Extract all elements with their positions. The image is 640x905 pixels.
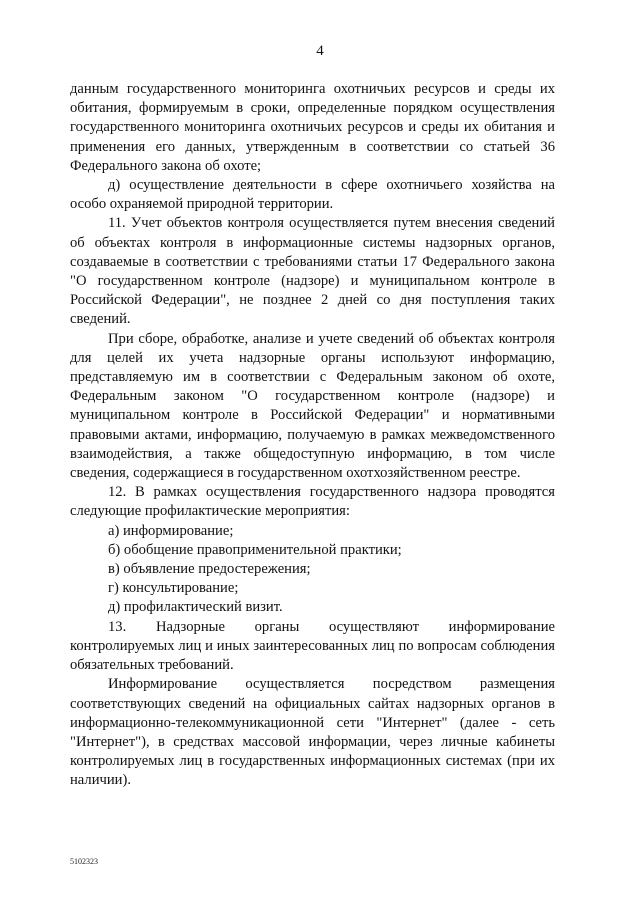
document-body — [70, 80, 555, 791]
paragraph: 11. Учет объектов контроля осуществляется путем внесения сведений об объектах контроля в информационные системы надзорных органов, создаваемые в соответствии с требованиями статьи 17 Федерального закона "О государственном контроле (надзоре) и муниципальном контроле в Российской Федерации", не позднее 2 дней со дня поступления таких сведений. — [70, 215, 555, 328]
list-item: а) информирование; — [108, 522, 234, 539]
document-code: 5102323 — [70, 857, 98, 866]
paragraph: 12. В рамках осуществления государственного надзора проводятся следующие профилактические мероприятия: — [70, 484, 555, 520]
list-item: б) обобщение правоприменительной практики; — [108, 541, 402, 558]
paragraph: 13. Надзорные органы осуществляют информирование контролируемых лиц и иных заинтересованных лиц по вопросам соблюдения обязательных требований. — [70, 618, 555, 674]
page-number: 4 — [316, 43, 324, 59]
list-item: д) профилактический визит. — [108, 599, 283, 616]
paragraph: д) осуществление деятельности в сфере охотничьего хозяйства на особо охраняемой природной территории. — [70, 177, 555, 213]
paragraph: данным государственного мониторинга охотничьих ресурсов и среды их обитания, формируемым в сроки, определенные порядком осуществления государственного мониторинга охотничьих ресурсов и среды их обитания и применения его данных, утвержденным в соответствии со статьей 36 Федерального закона об охоте; — [70, 81, 555, 174]
paragraph: При сборе, обработке, анализе и учете сведений об объектах контроля для целей их учета надзорные органы используют информацию, представляемую им в соответствии с Федеральным законом об охоте, Федеральным законом "О государственном контроле (надзоре) и муниципальном контроле в Российской Федерации" и нормативными правовыми актами, информацию, получаемую в рамках межведомственного взаимодействия, а также общедоступную информацию, в том числе сведения, содержащиеся в государственном охотхозяйственном реестре. — [70, 330, 555, 482]
list-item: г) консультирование; — [108, 580, 239, 597]
list-item: в) объявление предостережения; — [108, 561, 311, 578]
paragraph: Информирование осуществляется посредством размещения соответствующих сведений на официальных сайтах надзорных органов в информационно-телекоммуникационной сети "Интернет" (далее - сеть "Интернет"), в средствах массовой информации, через личные кабинеты контролируемых лиц в государственных информационных системах (при их наличии). — [70, 676, 555, 789]
